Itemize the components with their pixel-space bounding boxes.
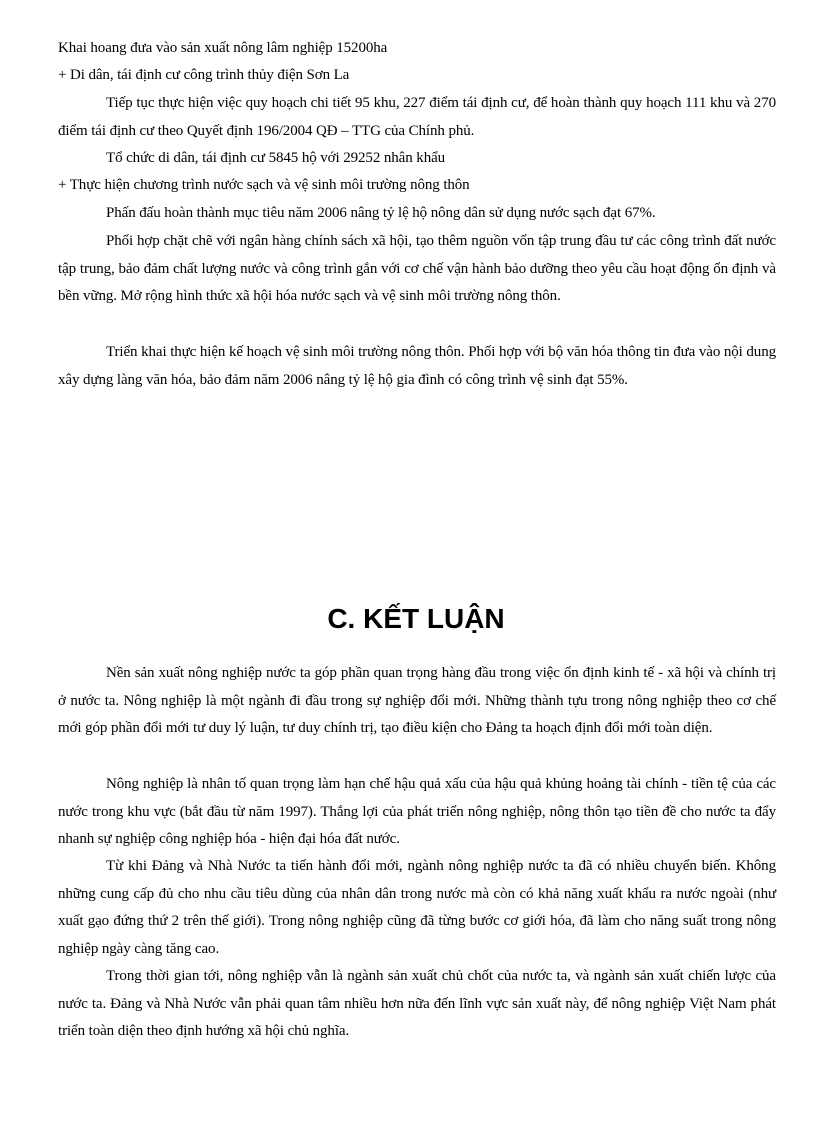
paragraph-son-la-resettlement: + Di dân, tái định cư công trình thủy điện Sơn La [58, 67, 350, 83]
paragraph-land-reclamation: Khai hoang đưa vào sản xuất nông lâm nghiệp 15200ha [58, 40, 388, 56]
paragraph-conclusion-2: Nông nghiệp là nhân tố quan trọng làm hạn chế hậu quả xấu của hậu quả khủng hoảng tài chính - tiền tệ của các nước trong khu vực (bắt đầu từ năm 1997). Thắng lợi của phát triển nông nghiệp, nông thôn tạo tiền đề cho nước ta đẩy nhanh sự nghiệp công nghiệp hóa - hiện đại hóa đất nước. [58, 776, 776, 847]
paragraph-rural-sanitation: Triển khai thực hiện kế hoạch vệ sinh môi trường nông thôn. Phối hợp với bộ văn hóa thông tin đưa vào nội dung xây dựng làng văn hóa, bảo đảm năm 2006 nâng tỷ lệ hộ gia đình có công trình vệ sinh đạt 55%. [58, 344, 776, 388]
section-heading-conclusion: C. KẾT LUẬN [327, 603, 505, 634]
paragraph-conclusion-4: Trong thời gian tới, nông nghiệp vẫn là ngành sản xuất chủ chốt của nước ta, và ngành sản xuất chiến lược của nước ta. Đảng và Nhà Nước vẫn phải quan tâm nhiều hơn nữa đến lĩnh vực sản xuất này, để nông nghiệp Việt Nam phát triển toàn diện theo định hướng xã hội chủ nghĩa. [58, 968, 776, 1039]
paragraph-conclusion-1: Nền sản xuất nông nghiệp nước ta góp phần quan trọng hàng đầu trong việc ổn định kinh tế - xã hội và chính trị ở nước ta. Nông nghiệp là một ngành đi đầu trong sự nghiệp đổi mới. Những thành tựu trong nông nghiệp theo cơ chế mới góp phần đổi mới tư duy lý luận, tư duy chính trị, tạo điều kiện cho Đảng ta hoạch định đổi mới toàn diện. [58, 665, 776, 736]
paragraph-relocation-households: Tổ chức di dân, tái định cư 5845 hộ với 29252 nhân khẩu [106, 150, 446, 166]
paragraph-clean-water-program: + Thực hiện chương trình nước sạch và vệ sinh môi trường nông thôn [58, 177, 470, 193]
paragraph-clean-water-target: Phấn đấu hoàn thành mục tiêu năm 2006 nâng tỷ lệ hộ nông dân sử dụng nước sạch đạt 67%. [106, 205, 656, 221]
paragraph-bank-coordination: Phối hợp chặt chẽ với ngân hàng chính sách xã hội, tạo thêm nguồn vốn tập trung đầu tư các công trình đất nước tập trung, bảo đảm chất lượng nước và công trình gắn với cơ chế vận hành bảo dưỡng theo yêu cầu hoạt động ổn định và bền vững. Mở rộng hình thức xã hội hóa nước sạch và vệ sinh môi trường nông thôn. [58, 233, 776, 304]
paragraph-resettlement-planning: Tiếp tục thực hiện việc quy hoạch chi tiết 95 khu, 227 điểm tái định cư, để hoàn thành quy hoạch 111 khu và 270 điểm tái định cư theo Quyết định 196/2004 QĐ – TTG của Chính phủ. [58, 95, 776, 139]
paragraph-conclusion-3: Từ khi Đảng và Nhà Nước ta tiến hành đổi mới, ngành nông nghiệp nước ta đã có nhiều chuyển biến. Không những cung cấp đủ cho nhu cầu tiêu dùng của nhân dân trong nước mà còn có khả năng xuất khẩu ra nước ngoài (như xuất gạo đứng thứ 2 trên thế giới). Trong nông nghiệp cũng đã từng bước cơ giới hóa, đã làm cho năng suất trong nông nghiệp ngày càng tăng cao. [58, 858, 776, 957]
